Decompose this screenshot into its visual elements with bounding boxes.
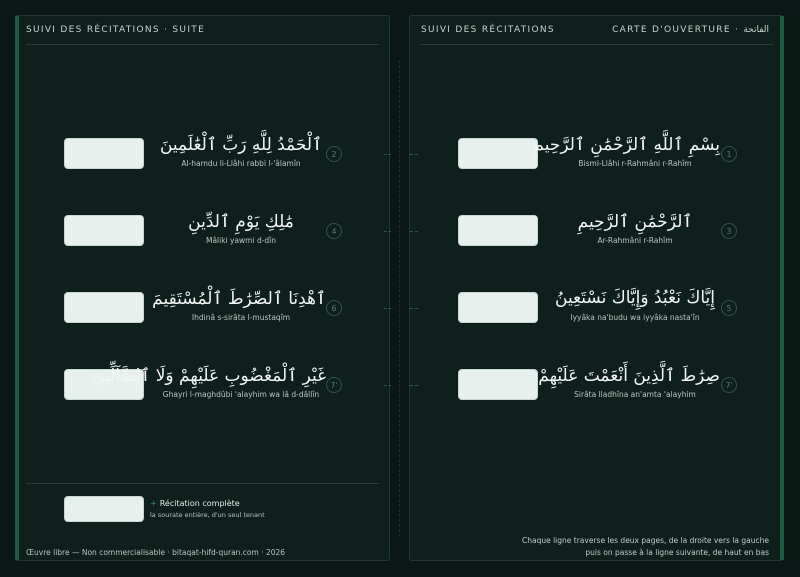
verse-row: [16, 366, 391, 421]
verse-arabic: بِسْمِ ٱللَّهِ ٱلرَّحْمَٰنِ ٱلرَّحِيمِ: [533, 135, 720, 155]
verse-row: [410, 135, 785, 190]
verse-checkbox[interactable]: [64, 215, 144, 246]
right-header-divider: [420, 44, 773, 45]
row-connector: [384, 308, 391, 309]
right-page-edge: [780, 16, 784, 560]
row-connector: [384, 385, 391, 386]
left-page: [15, 15, 390, 561]
complete-recitation-checkbox[interactable]: [64, 496, 144, 522]
verse-arabic: غَيْرِ ٱلْمَغْضُوبِ عَلَيْهِمْ وَلَا ٱلضَّآلِّينَ: [92, 366, 326, 386]
verse-row: [410, 212, 785, 267]
right-page-header-left: SUIVI DES RÉCITATIONS: [421, 25, 555, 35]
verse-number-badge: 7': [326, 377, 342, 393]
left-header-divider: [26, 44, 379, 45]
complete-recitation-subtitle: la sourate entière, d'un seul tenant: [150, 511, 265, 519]
verse-number-badge: 5: [721, 300, 737, 316]
verse-checkbox[interactable]: [458, 292, 538, 323]
row-connector: [410, 308, 418, 309]
right-page-header-right: CARTE D'OUVERTURE · الفاتحة: [612, 25, 769, 35]
verse-transliteration: Ghayri l-maghdûbi 'alayhim wa lâ d-dâllîn: [162, 390, 320, 399]
verse-transliteration: Ar-Rahmâni r-Rahîm: [597, 236, 673, 245]
verse-arabic: ٱهْدِنَا ٱلصِّرَٰطَ ٱلْمُسْتَقِيمَ: [152, 289, 326, 309]
complete-recitation-title: [150, 499, 240, 508]
row-connector: [384, 154, 391, 155]
verse-arabic: صِرَٰطَ ٱلَّذِينَ أَنْعَمْتَ عَلَيْهِمْ: [538, 366, 720, 386]
verse-number-badge: 6: [326, 300, 342, 316]
verse-transliteration: Ihdinâ s-sirâta l-mustaqîm: [191, 313, 291, 322]
plus-icon: +: [150, 499, 157, 508]
verse-transliteration: Sirâta lladhîna an'amta 'alayhim: [574, 390, 696, 399]
verse-row: [16, 212, 391, 267]
verse-row: [16, 135, 391, 190]
verse-checkbox[interactable]: [64, 292, 144, 323]
instructions-line-1: Chaque ligne traverse les deux pages, de la droite vers la gauche: [522, 536, 769, 545]
verse-transliteration: Mâliki yawmi d-dîn: [205, 236, 277, 245]
verse-number-badge: 1: [721, 146, 737, 162]
spine-dashed-line: [399, 60, 400, 537]
verse-arabic: ٱلرَّحْمَٰنِ ٱلرَّحِيمِ: [577, 212, 693, 232]
instructions-line-2: puis on passe à la ligne suivante, de haut en bas: [585, 548, 769, 557]
verse-number-badge: 4: [326, 223, 342, 239]
verse-arabic: ٱلْحَمْدُ لِلَّهِ رَبِّ ٱلْعَٰلَمِينَ: [159, 135, 323, 155]
verse-transliteration: Bismi-Llâhi r-Rahmâni r-Rahîm: [578, 159, 692, 168]
left-footer-divider: [26, 483, 379, 484]
left-page-edge: [15, 16, 19, 560]
row-connector: [410, 154, 418, 155]
verse-arabic: مَٰلِكِ يَوْمِ ٱلدِّينِ: [188, 212, 294, 232]
verse-number-badge: 3: [721, 223, 737, 239]
complete-recitation-label: Récitation complète: [159, 499, 240, 508]
colophon: Œuvre libre — Non commercialisable · bitaqat-hifd-quran.com · 2026: [26, 548, 286, 557]
verse-transliteration: Iyyâka na'budu wa iyyâka nasta'în: [570, 313, 700, 322]
verse-checkbox[interactable]: [458, 369, 538, 400]
row-connector: [410, 385, 418, 386]
left-page-header: SUIVI DES RÉCITATIONS · SUITE: [26, 25, 206, 35]
verse-row: [410, 366, 785, 421]
row-connector: [410, 231, 418, 232]
right-page: [409, 15, 784, 561]
verse-number-badge: 7': [721, 377, 737, 393]
verse-row: [410, 288, 785, 344]
verse-number-badge: 2: [326, 146, 342, 162]
verse-checkbox[interactable]: [458, 215, 538, 246]
verse-arabic: إِيَّاكَ نَعْبُدُ وَإِيَّاكَ نَسْتَعِينُ: [555, 288, 715, 308]
verse-checkbox[interactable]: [64, 138, 144, 169]
verse-transliteration: Al-hamdu li-Llâhi rabbi l-'âlamîn: [181, 159, 301, 168]
row-connector: [384, 231, 391, 232]
verse-checkbox[interactable]: [458, 138, 538, 169]
verse-row: [16, 289, 391, 344]
